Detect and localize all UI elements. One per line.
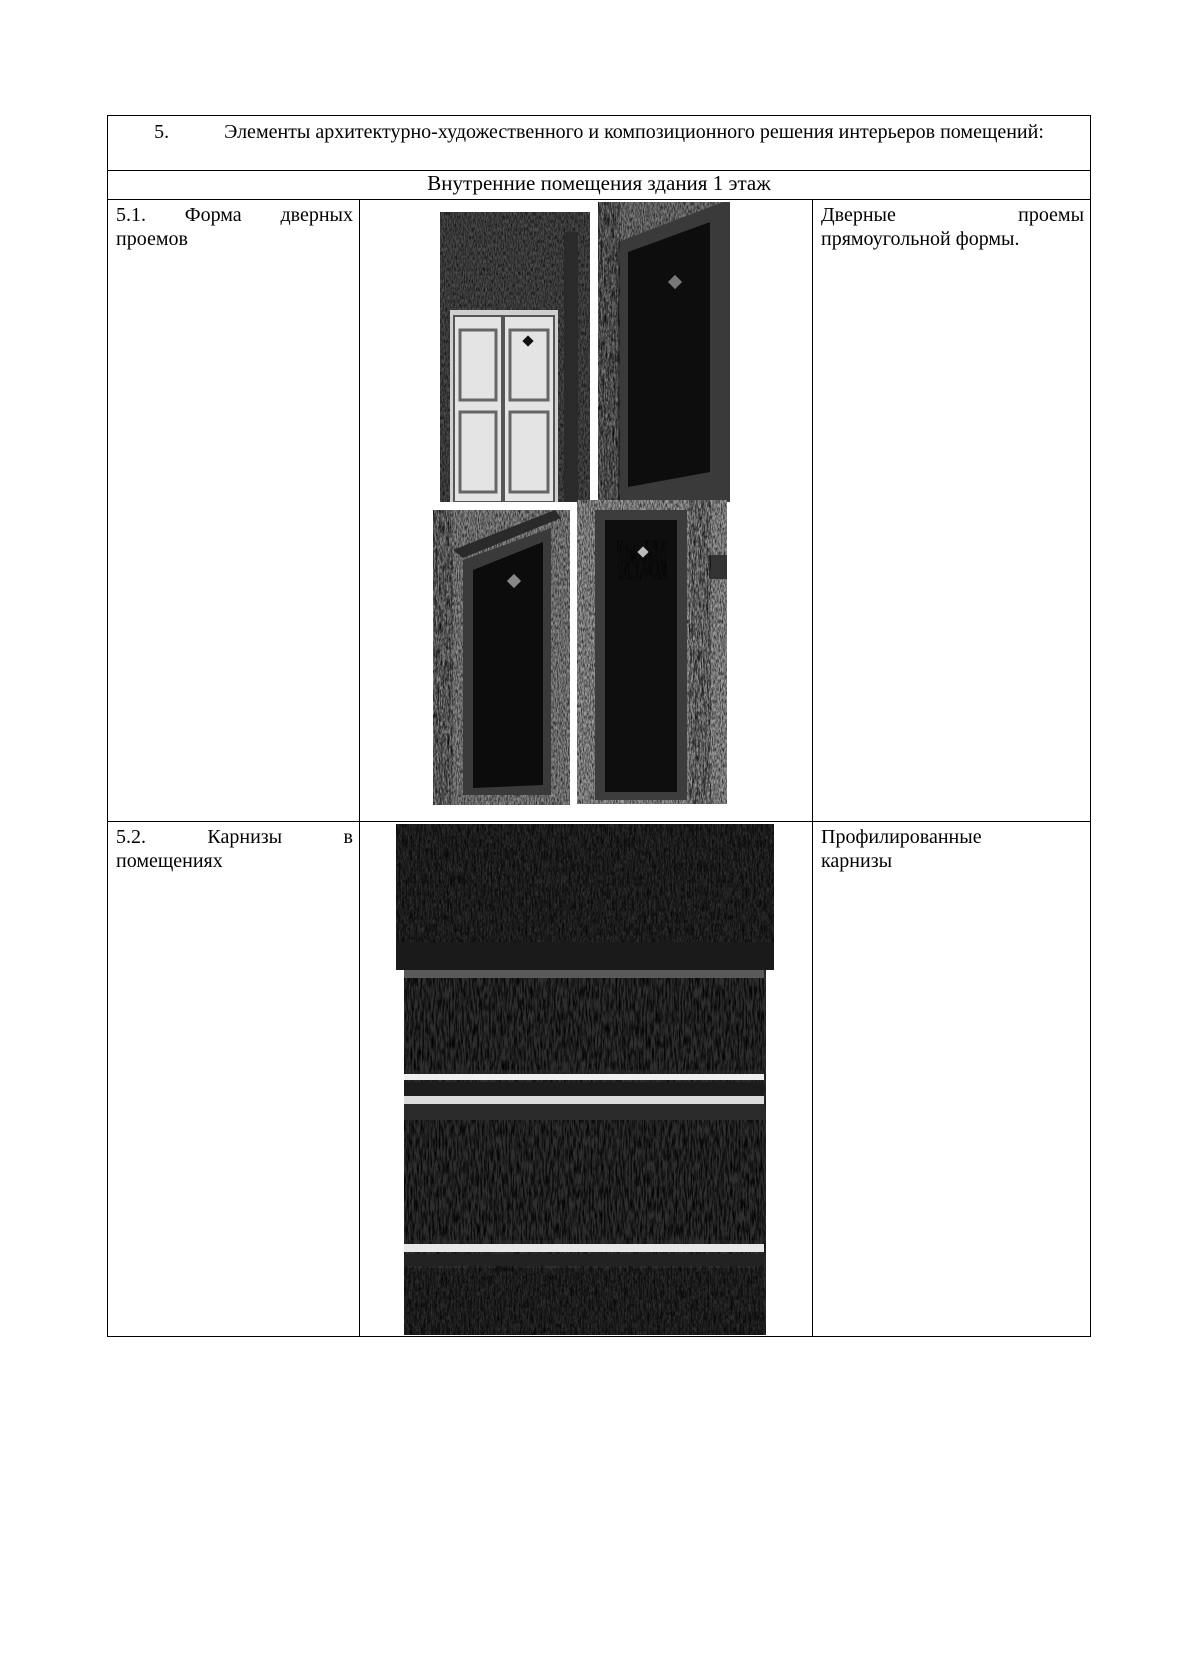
- description-line: Профилированные: [821, 826, 982, 848]
- description-line: прямоугольной формы.: [821, 228, 1020, 250]
- description-word: Дверные: [821, 204, 896, 226]
- door-dark-narrow-photo: [577, 500, 727, 804]
- cornice-photo: [396, 824, 774, 1335]
- door-dark-right-photo: [598, 202, 730, 502]
- row-label-word: дверных: [280, 204, 353, 226]
- row-code: 5.1.: [116, 204, 146, 226]
- photo-cell: [360, 200, 813, 822]
- section-header: [108, 116, 1091, 171]
- row-label-word: Карнизы: [207, 826, 283, 848]
- heritage-elements-table: [107, 115, 1091, 1337]
- row-label-line: проемов: [116, 228, 188, 250]
- row-label-word: Форма: [184, 204, 242, 226]
- row-label-line: помещениях: [116, 850, 223, 872]
- table-row: [108, 822, 1091, 1337]
- door-dark-left-photo: [433, 510, 570, 805]
- section-number: 5.: [154, 121, 170, 143]
- row-label: [108, 822, 360, 1337]
- description-line: карнизы: [821, 850, 893, 872]
- row-label: [108, 200, 360, 822]
- door-white-double-photo: [440, 212, 590, 502]
- description-word: проемы: [1018, 204, 1085, 226]
- row-description: [813, 822, 1091, 1337]
- row-description: [813, 200, 1091, 822]
- table-row: [108, 200, 1091, 822]
- photo-cell: [360, 822, 813, 1337]
- row-label-word: в: [343, 826, 353, 848]
- row-code: 5.2.: [116, 826, 146, 848]
- section-subtitle: Внутренние помещения здания 1 этаж: [108, 171, 1091, 200]
- section-title: Элементы архитектурно-художественного и композиционного решения интерьеров помещений:: [224, 121, 1044, 143]
